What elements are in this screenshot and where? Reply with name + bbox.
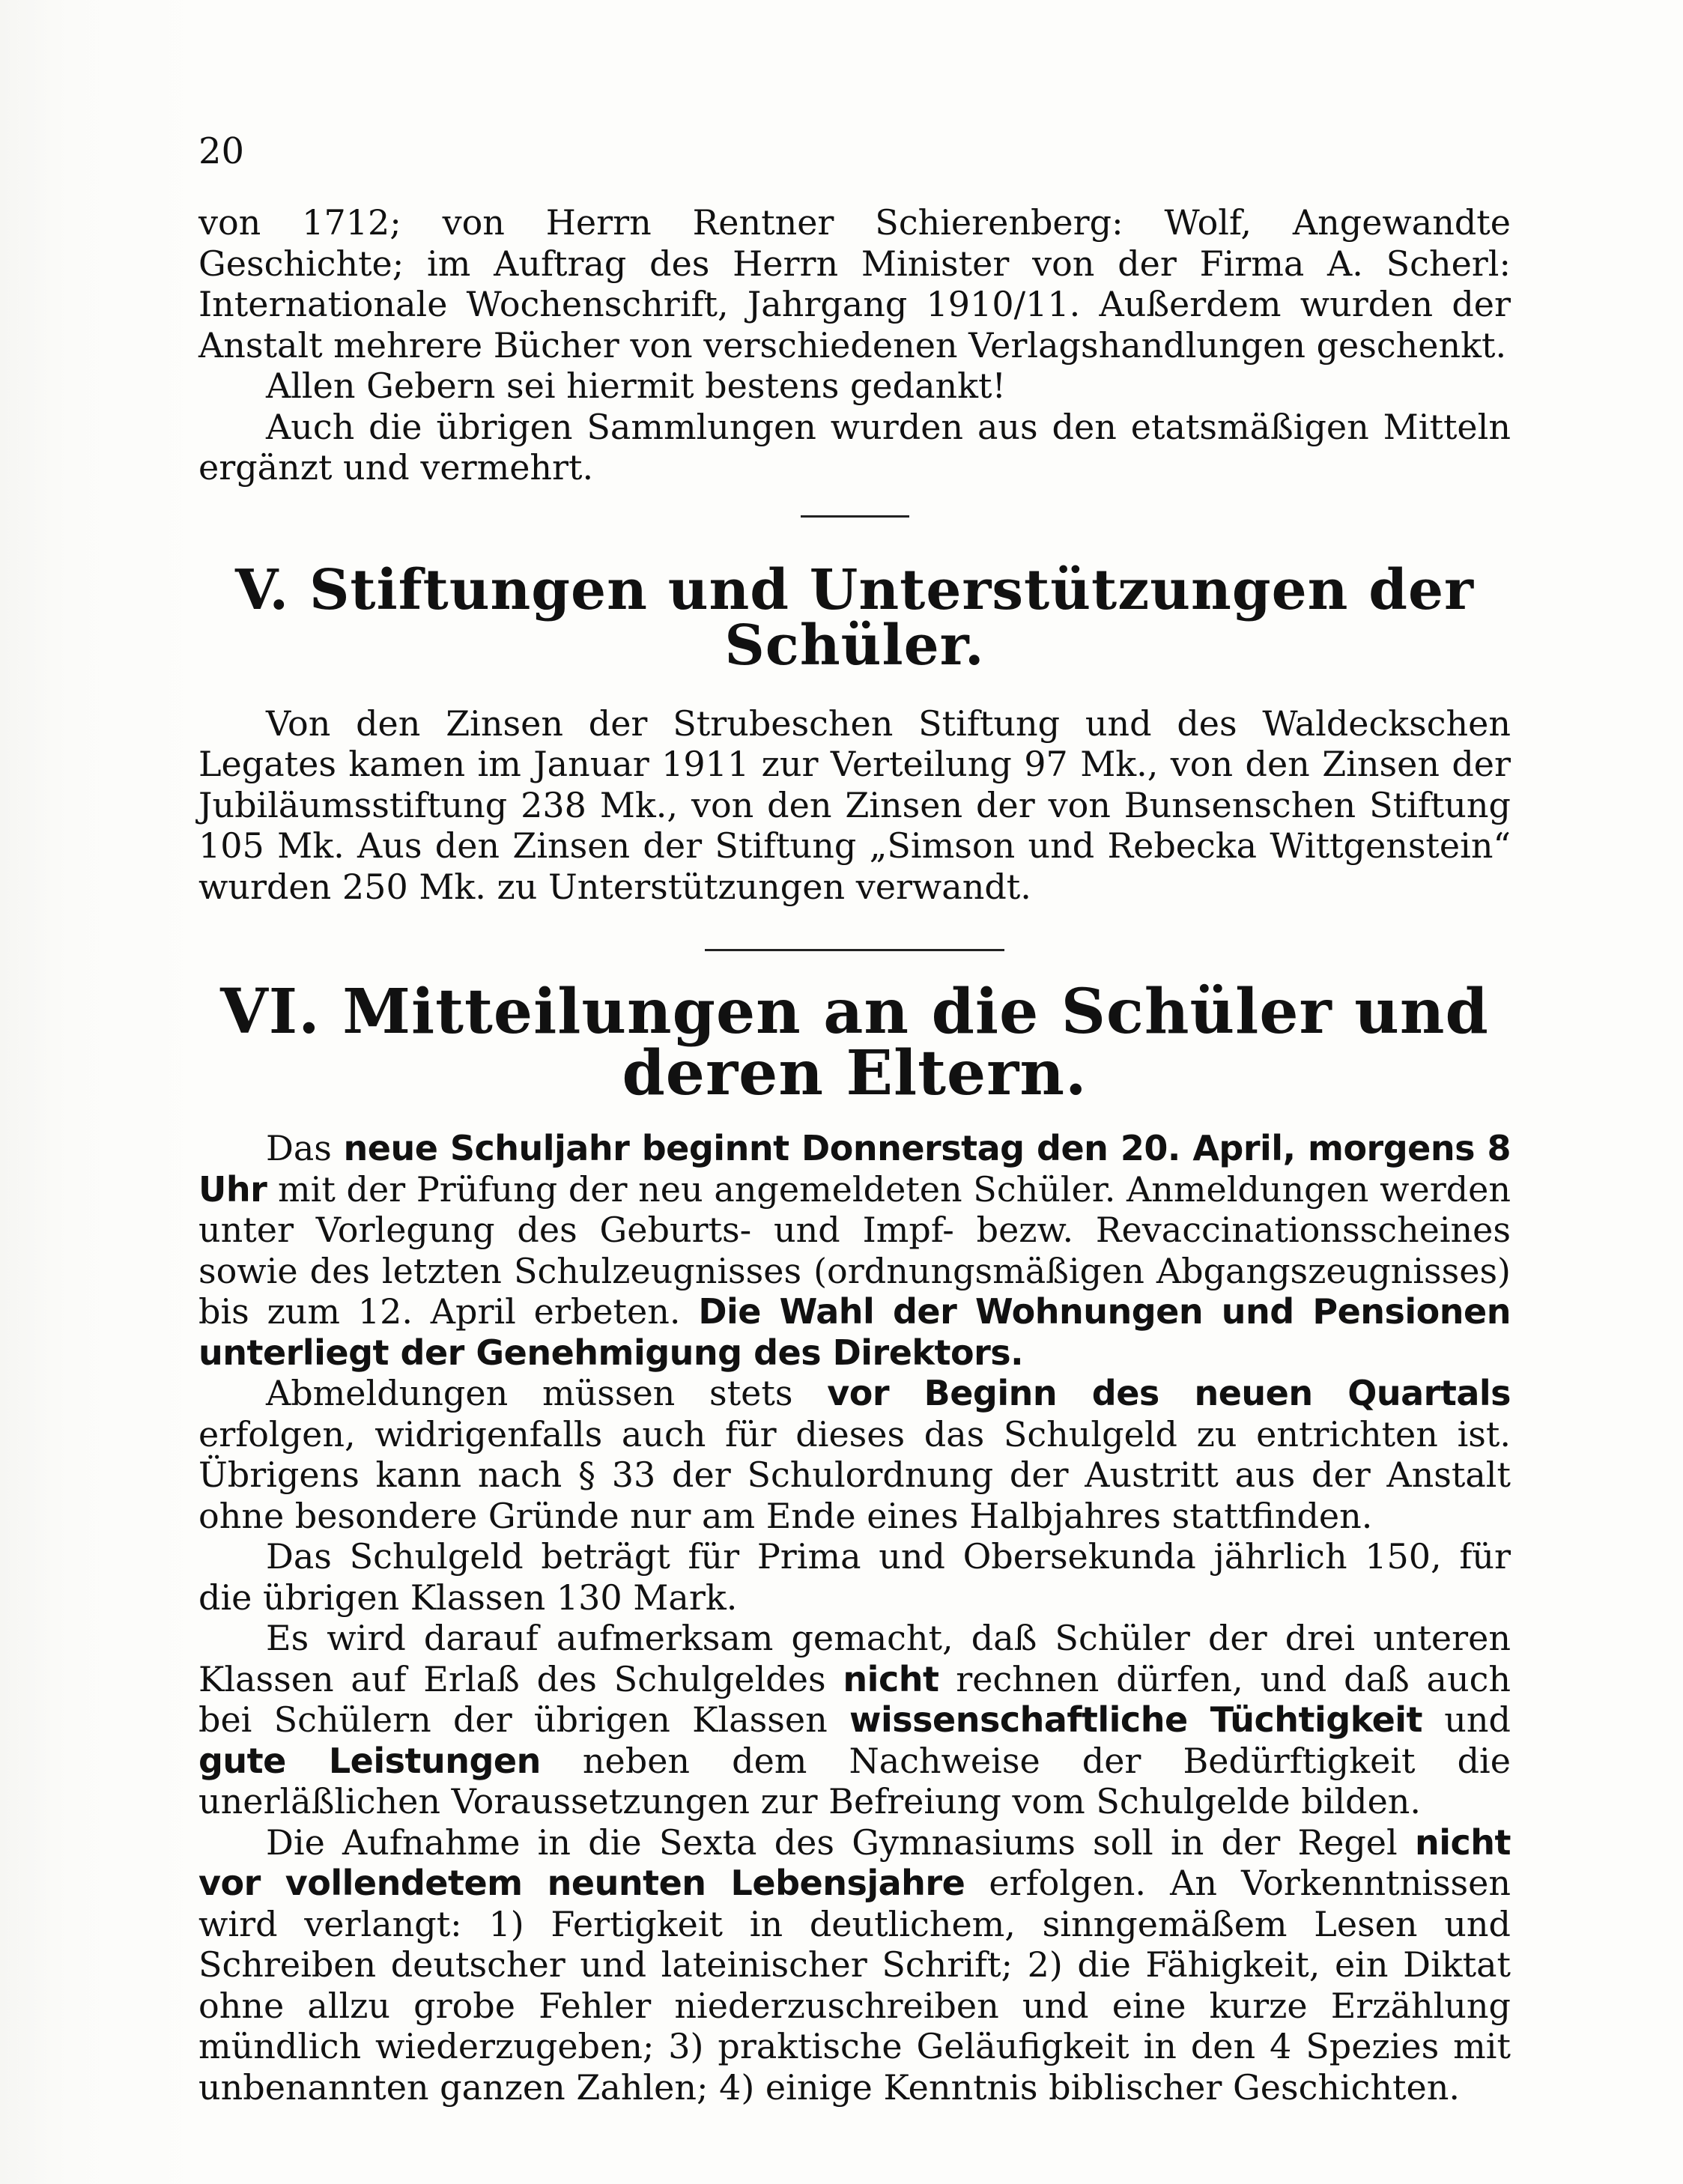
section-6-heading: VI. Mitteilungen an die Schüler und deren Eltern. <box>220 976 1489 1109</box>
text-run: erfolgen, widrigenfalls auch für dieses das Schulgeld zu entrichten ist. Übrigens kann nach § 33 der Schulordnung der Austritt aus der Anstalt ohne besondere Gründe nur am Ende eines Halbjahres stattfinden. <box>198 1413 1511 1536</box>
text-run: und <box>1422 1699 1511 1740</box>
intro-paragraph-1: von 1712; von Herrn Rentner Schierenberg: Wolf, Angewandte Geschichte; im Auftrag des Herrn Minister von der Firma A. Scherl: Internationale Wochenschrift, Jahrgang 1910/11. Außerdem wurden der Anstalt mehrere Bücher von verschiedenen Verlagshandlungen geschenkt. <box>198 202 1511 365</box>
page-number: 20 <box>198 130 245 172</box>
bold-run: neue Schuljahr beginnt Donnerstag den 20. April, morgens 8 Uhr <box>198 1128 1511 1210</box>
page-content <box>198 202 1511 2108</box>
bold-run: wissenschaftliche Tüchtigkeit <box>849 1699 1423 1740</box>
text-run: erfolgen. An Vorkenntnissen wird verlangt: 1) Fertigkeit in deutlichem, sinngemäßem Lesen und Schreiben deutscher und lateinischer Schrift; 2) die Fähigkeit, ein Diktat ohne allzu grobe Fehler niederzuschreiben und eine kurze Erzählung mündlich wiederzugeben; 3) praktische Geläufigkeit in den 4 Spezies mit unbenannten ganzen Zahlen; 4) einige Kenntnis biblischer Geschichten. <box>198 1863 1511 2108</box>
text-run: Es wird darauf aufmerksam gemacht, daß Schüler der drei unteren Klassen auf Erlaß des Schulgeldes <box>198 1618 1511 1699</box>
bold-run: nicht <box>843 1658 939 1699</box>
section-5-heading: V. Stiftungen und Unterstützungen der Schüler. <box>234 557 1475 678</box>
text-run: rechnen dürfen, und daß auch bei Schülern der übrigen Klassen <box>198 1658 1511 1740</box>
bold-run: nicht vor vollendetem neunten Lebensjahre <box>198 1821 1511 1903</box>
section-6-paragraph-4 <box>198 1618 1511 1822</box>
section-6-paragraph-5 <box>198 1822 1511 2108</box>
section-divider-rule-2 <box>705 949 1004 951</box>
bold-run: vor Beginn des neuen Quartals <box>827 1373 1511 1413</box>
intro-paragraph-2: Allen Gebern sei hiermit bestens gedankt! <box>266 365 1006 406</box>
section-6-paragraph-1 <box>198 1128 1511 1373</box>
bold-run: gute Leistungen <box>198 1740 541 1781</box>
text-run: Das <box>266 1128 344 1168</box>
section-divider-rule <box>801 515 909 518</box>
text-run: neben dem Nachweise der Bedürftigkeit die unerläßlichen Voraussetzungen zur Befreiung vom Schulgelde bilden. <box>198 1740 1511 1821</box>
section-6-paragraph-2 <box>198 1373 1511 1536</box>
text-run: mit der Prüfung der neu angemeldeten Schüler. Anmeldungen werden unter Vorlegung des Geburts- und Impf- bezw. Revaccinationsscheines sowie des letzten Schulzeugnisses (ordnungsmäßigen Abgangszeugnisses) bis zum 12. April erbeten. <box>198 1168 1511 1332</box>
text-run: Die Aufnahme in die Sexta des Gymnasiums soll in der Regel <box>266 1821 1415 1863</box>
intro-paragraph-3: Auch die übrigen Sammlungen wurden aus den etatsmäßigen Mitteln ergänzt und vermehrt. <box>198 406 1511 488</box>
bold-run: Die Wahl der Wohnungen und Pensionen unterliegt der Genehmigung des Direktors. <box>198 1291 1511 1373</box>
text-run: Abmeldungen müssen stets <box>266 1373 828 1413</box>
section-6-paragraph-3: Das Schulgeld beträgt für Prima und Obersekunda jährlich 150, für die übrigen Klassen 130 Mark. <box>198 1536 1511 1618</box>
section-5-paragraph: Von den Zinsen der Strubeschen Stiftung und des Waldeckschen Legates kamen im Januar 1911 zur Verteilung 97 Mk., von den Zinsen der Jubiläumsstiftung 238 Mk., von den Zinsen der von Bunsenschen Stiftung 105 Mk. Aus den Zinsen der Stiftung „Simson und Rebecka Wittgenstein“ wurden 250 Mk. zu Unterstützungen verwandt. <box>198 703 1511 907</box>
